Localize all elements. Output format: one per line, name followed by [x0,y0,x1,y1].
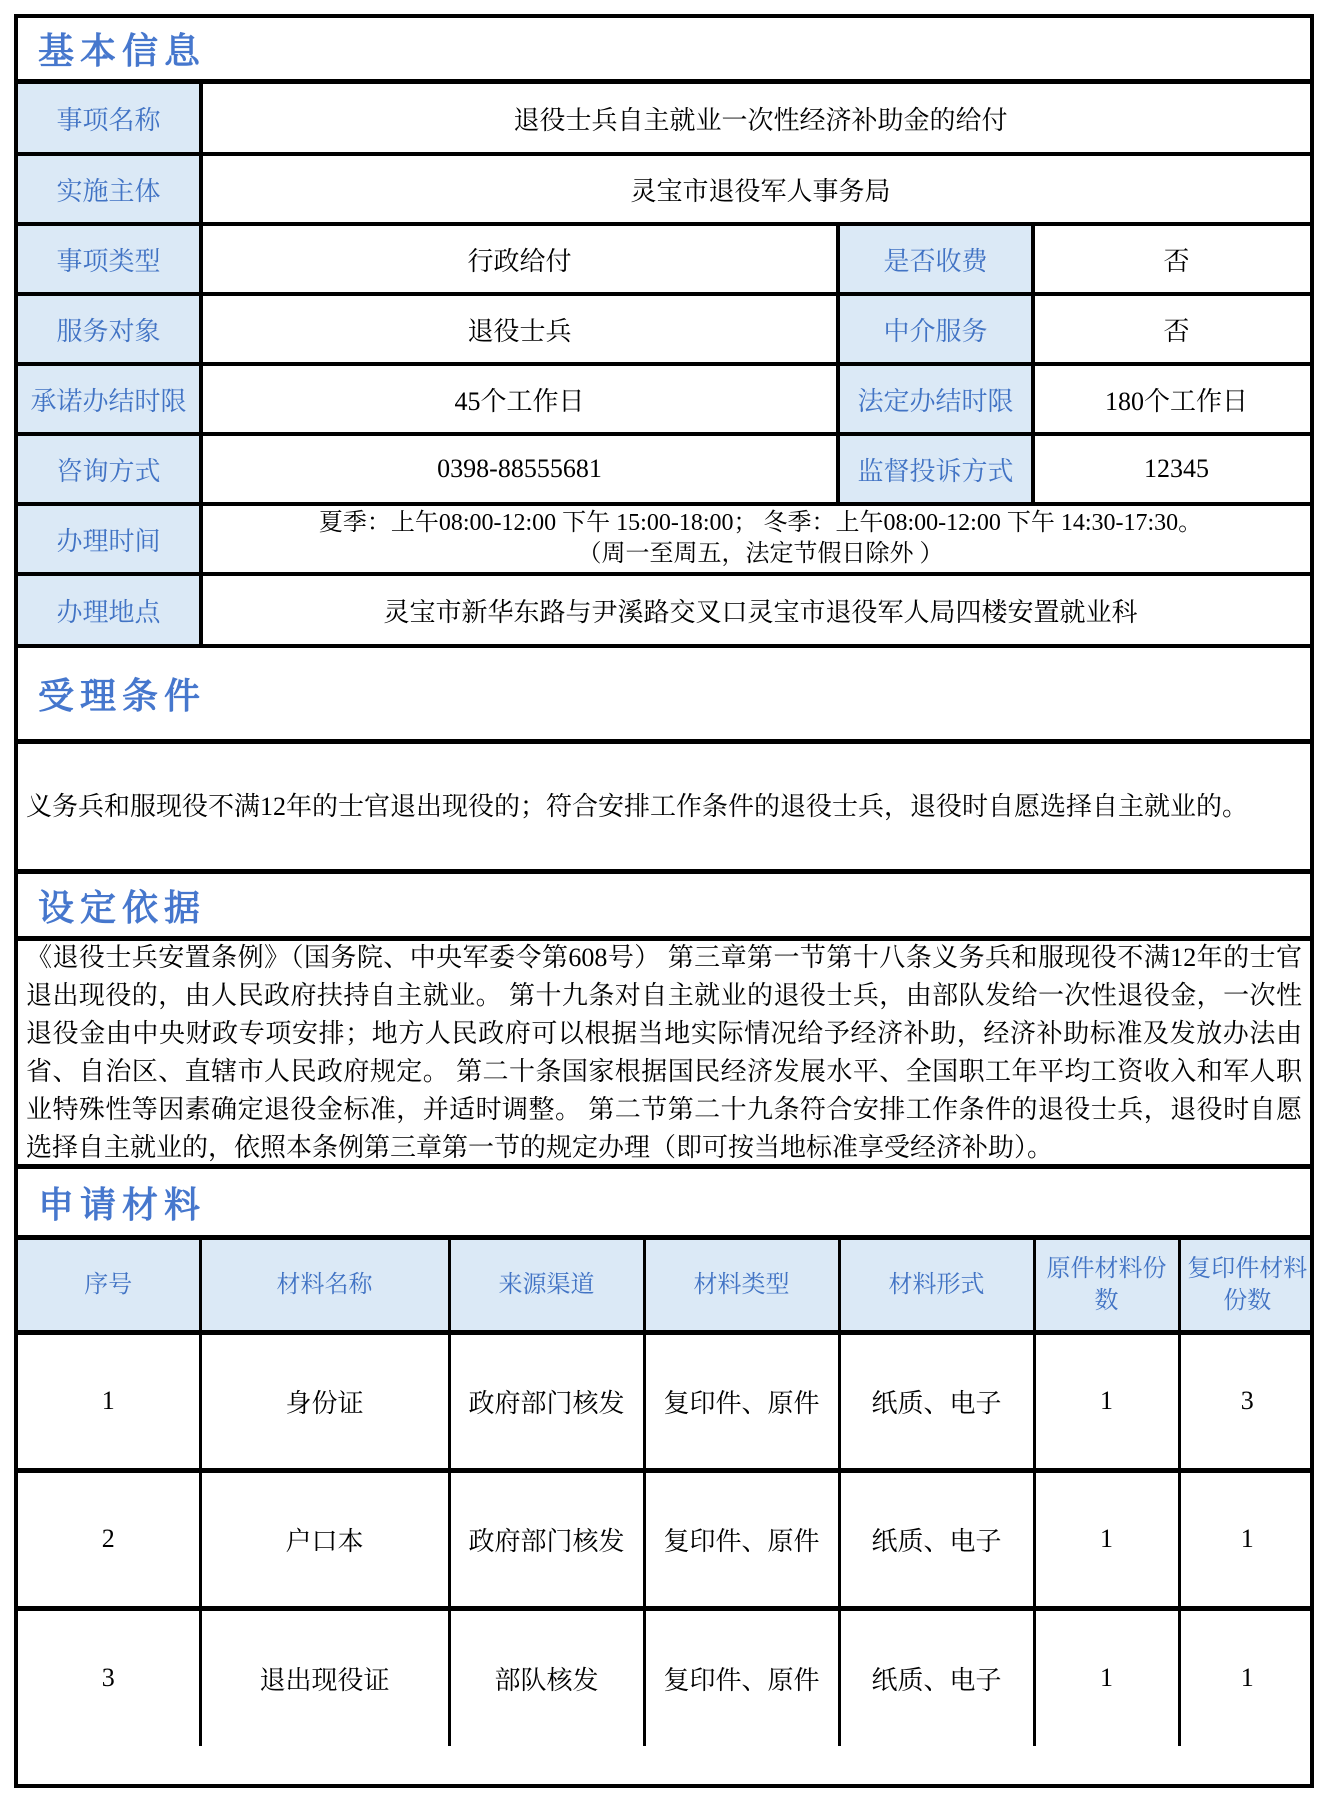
acceptance-content [18,744,1310,874]
column-header: 材料名称 [200,1240,449,1332]
section-title-text: 申请材料 [38,1183,207,1225]
material-type: 复印件、原件 [644,1470,839,1608]
material-copy-count: 1 [1179,1470,1314,1608]
field-value [201,504,1314,574]
material-name: 身份证 [200,1332,449,1470]
materials-table [18,1240,1314,1746]
material-name: 退出现役证 [200,1608,449,1746]
acceptance-text: 义务兵和服现役不满12年的士官退出现役的；符合安排工作条件的退役士兵，退役时自愿选择自主就业的。 [26,791,1249,821]
material-seq: 2 [18,1470,200,1608]
office-hours-line1: 夏季：上午08:00-12:00 下午 15:00-18:00； 冬季：上午08:00-12:00 下午 14:30-17:30。 [318,510,1203,536]
field-value: 行政给付 [201,224,838,294]
column-header: 材料类型 [644,1240,839,1332]
material-name: 户口本 [200,1470,449,1608]
basis-content [18,941,1310,1169]
field-value: 灵宝市新华东路与尹溪路交叉口灵宝市退役军人局四楼安置就业科 [201,574,1314,644]
field-label: 事项类型 [18,224,201,294]
table-row-office-location [18,574,1314,644]
material-source: 政府部门核发 [449,1470,644,1608]
field-label: 办理地点 [18,574,201,644]
material-row-household-register [18,1470,1314,1608]
table-row-item-type [18,224,1314,294]
material-seq: 1 [18,1332,200,1470]
table-row-implementing-body [18,154,1314,224]
field-value: 0398-88555681 [201,434,838,504]
field-value: 12345 [1033,434,1314,504]
field-label: 承诺办结时限 [18,364,201,434]
material-form: 纸质、电子 [839,1608,1034,1746]
field-value: 否 [1033,224,1314,294]
service-info-document [14,14,1314,1788]
section-title-text: 设定依据 [38,886,207,928]
table-row-service-target [18,294,1314,364]
field-value: 灵宝市退役军人事务局 [201,154,1314,224]
material-type: 复印件、原件 [644,1608,839,1746]
section-title-materials [18,1169,1310,1240]
field-value: 180个工作日 [1033,364,1314,434]
material-copy-count: 1 [1179,1608,1314,1746]
section-title-basis [18,874,1310,941]
field-label: 监督投诉方式 [838,434,1033,504]
basis-text: 《退役士兵安置条例》（国务院、中央军委令第608号） 第三章第一节第十八条义务兵和服现役不满12年的士官退出现役的，由人民政府扶持自主就业。 第十九条对自主就业的退役士兵，由部队发给一次性退役金，一次性退役金由中央财政专项安排；地方人民政府可以根据当地实际情况给予经济补助，经济补助标准及发放办法由省、自治区、直辖市人民政府规定。 第二十条国家根据国民经济发展水平、全国职工年平均工资收入和军人职业特殊性等因素确定退役金标准，并适时调整。 第二节第二十九条符合安排工作条件的退役士兵，退役时自愿选择自主就业的，依照本条例第三章第一节的规定办理（即可按当地标准享受经济补助）。 [26,942,1302,1162]
field-label: 咨询方式 [18,434,201,504]
material-source: 部队核发 [449,1608,644,1746]
column-header: 复印件材料份数 [1179,1240,1314,1332]
material-original-count: 1 [1034,1470,1179,1608]
material-row-id-card [18,1332,1314,1470]
material-copy-count: 3 [1179,1332,1314,1470]
office-hours-line2: （周一至周五，法定节假日除外 ） [577,541,944,567]
table-row-contact [18,434,1314,504]
field-value: 45个工作日 [201,364,838,434]
material-form: 纸质、电子 [839,1470,1034,1608]
column-header: 序号 [18,1240,200,1332]
table-row-item-name [18,84,1314,154]
materials-header-row [18,1240,1314,1332]
basic-info-table [18,84,1314,644]
material-row-discharge-cert [18,1608,1314,1746]
material-original-count: 1 [1034,1608,1179,1746]
material-source: 政府部门核发 [449,1332,644,1470]
field-label: 是否收费 [838,224,1033,294]
table-row-time-limit [18,364,1314,434]
section-title-text: 受理条件 [38,675,207,716]
field-value: 否 [1033,294,1314,364]
material-seq: 3 [18,1608,200,1746]
section-title-basic-info [18,18,1310,84]
material-type: 复印件、原件 [644,1332,839,1470]
field-label: 事项名称 [18,84,201,154]
field-label: 实施主体 [18,154,201,224]
column-header: 材料形式 [839,1240,1034,1332]
material-original-count: 1 [1034,1332,1179,1470]
field-value: 退役士兵 [201,294,838,364]
field-label: 中介服务 [838,294,1033,364]
column-header: 来源渠道 [449,1240,644,1332]
section-title-text: 基本信息 [38,30,207,71]
material-form: 纸质、电子 [839,1332,1034,1470]
field-label: 法定办结时限 [838,364,1033,434]
table-row-office-hours [18,504,1314,574]
section-title-acceptance [18,644,1310,744]
column-header: 原件材料份数 [1034,1240,1179,1332]
field-label: 服务对象 [18,294,201,364]
field-value: 退役士兵自主就业一次性经济补助金的给付 [201,84,1314,154]
field-label: 办理时间 [18,504,201,574]
